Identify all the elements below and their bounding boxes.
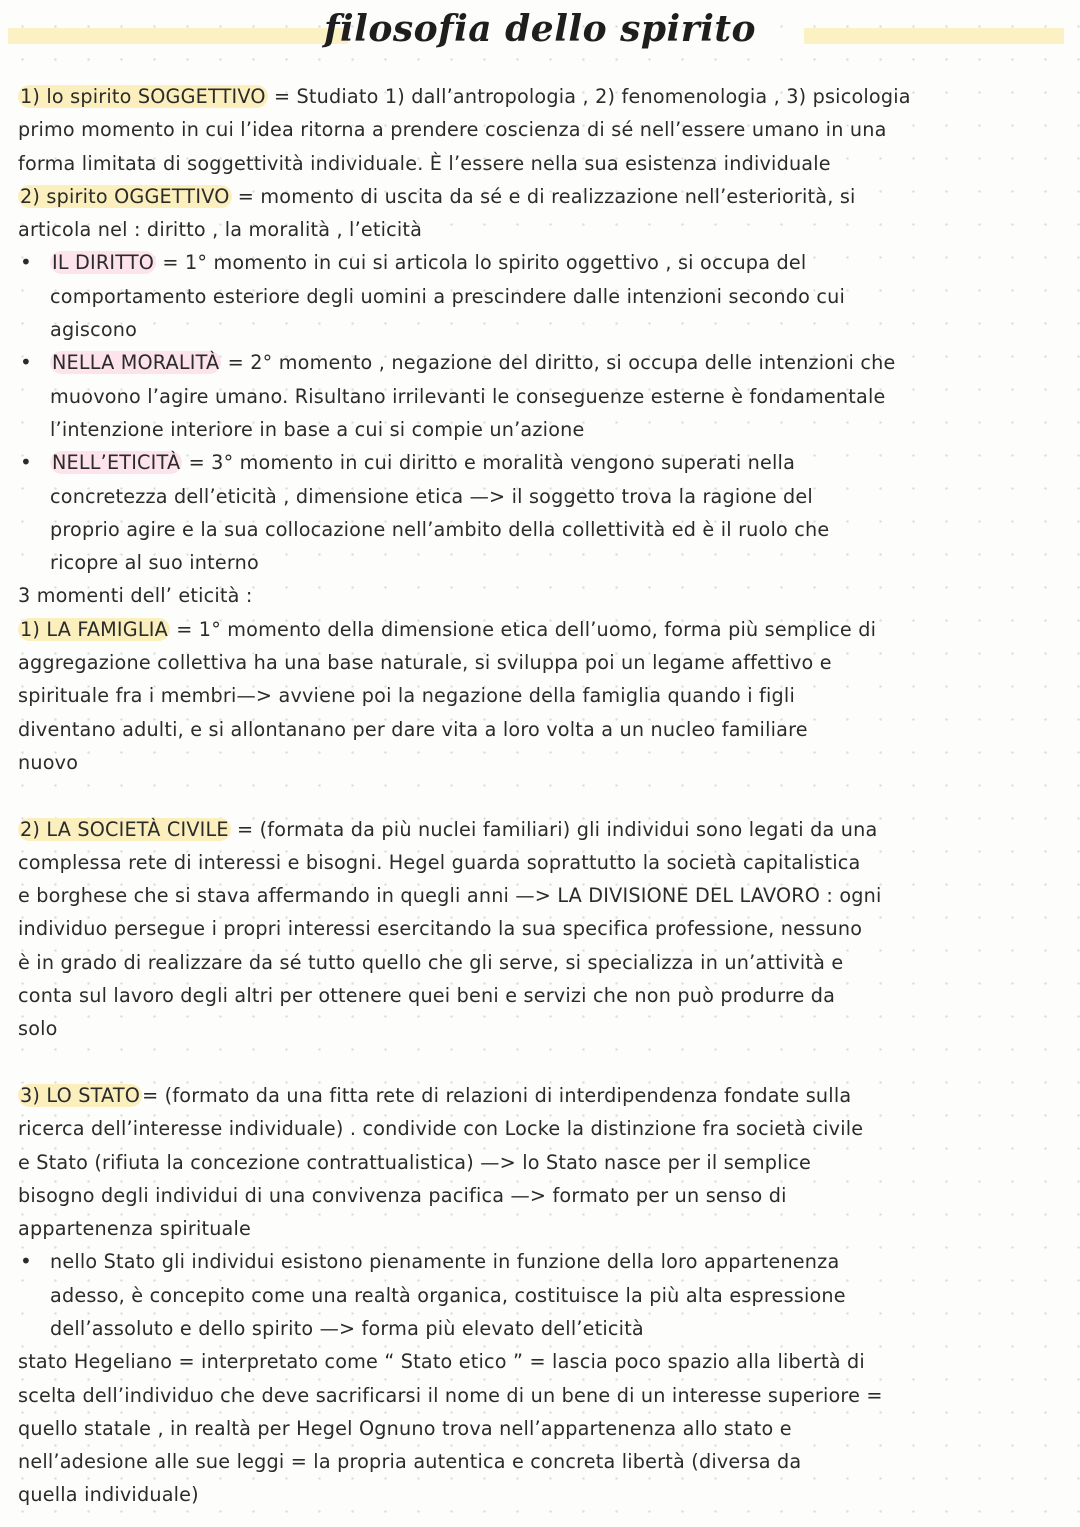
- section-famiglia: [18, 613, 1064, 646]
- text-line: scelta dell’individuo che deve sacrificarsi il nome di un bene di un interesse superiore =: [18, 1383, 883, 1407]
- text-line: nello Stato gli individui esistono pienamente in funzione della loro appartenenza: [50, 1250, 840, 1274]
- text-line: nuovo: [18, 750, 79, 774]
- text-line: nell’adesione alle sue leggi = la propria autentica e concreta libertà (diversa da: [18, 1450, 802, 1474]
- bullet-moralita: [18, 346, 1064, 379]
- text-line: = Studiato 1) dall’antropologia , 2) fenomenologia , 3) psicologia: [267, 85, 911, 108]
- bullet-icon: •: [20, 1249, 32, 1274]
- bullet-icon: •: [20, 250, 32, 275]
- highlight-diritto: IL DIRITTO: [52, 251, 155, 275]
- text-line: ricerca dell’interesse individuale) . condivide con Locke la distinzione fra società civile: [18, 1117, 864, 1141]
- highlight-societa: 2) LA SOCIETÀ CIVILE: [20, 817, 229, 841]
- text-line: muovono l’agire umano. Risultano irrilevanti le conseguenze esterne è fondamentale: [50, 384, 886, 408]
- bullet-diritto: [18, 246, 1064, 279]
- page-title: filosofia dello spirito: [323, 8, 757, 50]
- highlight-moralita: NELLA MORALITÀ: [52, 351, 220, 375]
- bullet-stato: [18, 1245, 1064, 1278]
- text-line: primo momento in cui l’idea ritorna a prendere coscienza di sé nell’essere umano in una: [18, 118, 887, 142]
- text-line: è in grado di realizzare da sé tutto quello che gli serve, si specializza in un’attività e: [18, 950, 844, 974]
- text-line: solo: [18, 1017, 58, 1041]
- text-line: = 3° momento in cui diritto e moralità vengono superati nella: [182, 451, 796, 475]
- text-line: comportamento esteriore degli uomini a prescindere dalle intenzioni secondo cui: [50, 284, 846, 308]
- text-line: spirituale fra i membri—> avviene poi la negazione della famiglia quando i figli: [18, 684, 795, 708]
- highlight-stato: 3) LO STATO: [20, 1083, 141, 1107]
- text-line: aggregazione collettiva ha una base naturale, si sviluppa poi un legame affettivo e: [18, 651, 832, 675]
- section-societa: [18, 813, 1064, 846]
- text-line: proprio agire e la sua collocazione nell’ambito della collettività ed è il ruolo che: [50, 517, 830, 541]
- section-oggettivo: [18, 180, 1064, 213]
- spacer: [18, 779, 1064, 812]
- bullet-icon: •: [20, 350, 32, 375]
- text-line: = 2° momento , negazione del diritto, si occupa delle intenzioni che: [221, 351, 896, 375]
- text-line: quella individuale): [18, 1483, 199, 1507]
- text-line: individuo persegue i propri interessi esercitando la sua specifica professione, nessuno: [18, 917, 863, 941]
- spacer: [18, 1046, 1064, 1079]
- text-line: articola nel : diritto , la moralità , l’eticità: [18, 218, 423, 242]
- text-line: quello statale , in realtà per Hegel Ognuno trova nell’appartenenza allo stato e: [18, 1416, 792, 1440]
- bullet-icon: •: [20, 450, 32, 475]
- text-line: = 1° momento in cui si articola lo spirito oggettivo , si occupa del: [156, 251, 807, 275]
- text-line: agiscono: [50, 318, 138, 342]
- highlight-oggettivo: 2) spirito OGGETTIVO: [20, 184, 230, 208]
- highlight-eticita: NELL’ETICITÀ: [52, 451, 181, 475]
- text-line: e borghese che si stava affermando in quegli anni —> LA DIVISIONE DEL LAVORO : ogni: [18, 884, 882, 908]
- text-line: appartenenza spirituale: [18, 1217, 252, 1241]
- section-soggettivo: [18, 80, 1064, 113]
- text-line: dell’assoluto e dello spirito —> forma più elevato dell’eticità: [50, 1316, 644, 1340]
- text-line: complessa rete di interessi e bisogni. Hegel guarda soprattutto la società capitalistica: [18, 850, 861, 874]
- text-line: = (formato da una fitta rete di relazioni di interdipendenza fondate sulla: [142, 1083, 852, 1107]
- text-line: diventano adulti, e si allontanano per dare vita a loro volta a un nucleo familiare: [18, 717, 808, 741]
- section-stato: [18, 1079, 1064, 1112]
- subheading-momenti: 3 momenti dell’ eticità :: [18, 584, 253, 608]
- bullet-eticita: [18, 446, 1064, 479]
- text-line: forma limitata di soggettività individuale. È l’essere nella sua esistenza individuale: [18, 151, 831, 175]
- text-line: stato Hegeliano = interpretato come “ Stato etico ” = lascia poco spazio alla libertà di: [18, 1350, 865, 1374]
- text-line: adesso, è concepito come una realtà organica, costituisce la più alta espressione: [50, 1283, 846, 1307]
- text-line: = 1° momento della dimensione etica dell’uomo, forma più semplice di: [169, 617, 877, 641]
- text-line: l’intenzione interiore in base a cui si compie un’azione: [50, 417, 585, 441]
- text-line: conta sul lavoro degli altri per ottenere quei beni e servizi che non può produrre da: [18, 984, 836, 1008]
- text-line: = (formata da più nuclei familiari) gli individui sono legati da una: [230, 817, 878, 841]
- text-line: e Stato (rifiuta la concezione contrattualistica) —> lo Stato nasce per il semplice: [18, 1150, 811, 1174]
- text-line: concretezza dell’eticità , dimensione etica —> il soggetto trova la ragione del: [50, 484, 813, 508]
- highlight-famiglia: 1) LA FAMIGLIA: [20, 617, 168, 641]
- text-line: bisogno degli individui di una convivenza pacifica —> formato per un senso di: [18, 1183, 787, 1207]
- text-line: = momento di uscita da sé e di realizzazione nell’esteriorità, si: [231, 184, 856, 208]
- notes-body: [18, 80, 1064, 1512]
- text-line: ricopre al suo interno: [50, 551, 259, 575]
- highlight-soggettivo: 1) lo spirito SOGGETTIVO: [20, 85, 266, 108]
